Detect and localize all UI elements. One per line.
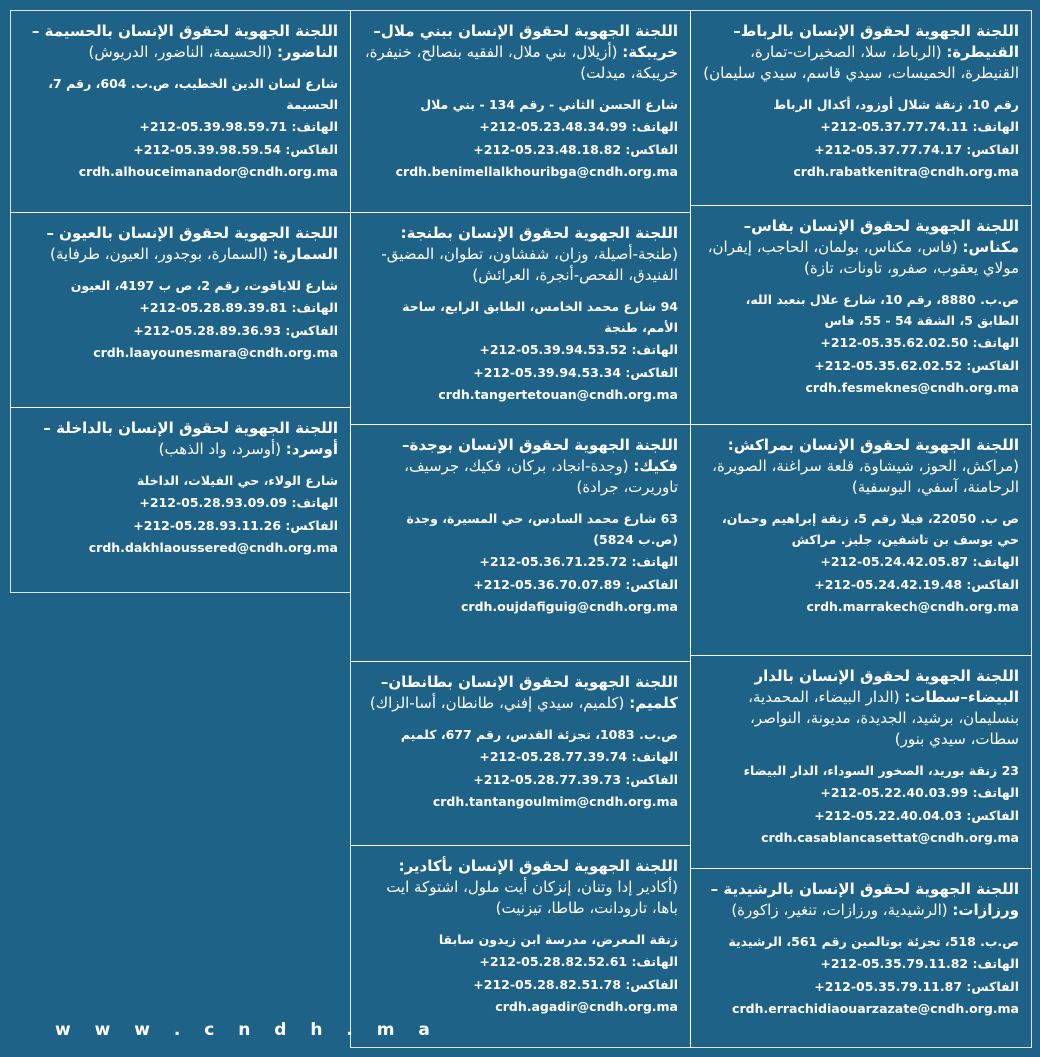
phone-label: الهاتف: xyxy=(631,954,678,969)
email-link[interactable]: crdh.tantangoulmim@cndh.org.ma xyxy=(432,794,678,809)
office-address: ص.ب. 518، تجزئة بوتالمين رقم 561، الرشيدية xyxy=(728,934,1019,949)
office-address: ص ب. 22050، فيلا رقم 5، زنقة إبراهيم وحمان، حي يوسف بن تاشفين، جليز. مراكش xyxy=(722,511,1019,547)
office-card xyxy=(350,424,691,662)
phone-number: +212-05.22.40.03.99 xyxy=(820,785,969,800)
phone-label: الهاتف: xyxy=(972,554,1019,569)
fax-number: +212-05.28.89.36.93 xyxy=(133,323,282,338)
fax-label: الفاكس: xyxy=(625,772,678,787)
office-card xyxy=(350,845,691,1048)
office-region: (وجدة-انجاد، بركان، فكيك، جرسيف، تاوريرت، جرادة) xyxy=(404,457,678,496)
office-name: اللجنة الجهوية لحقوق الإنسان بوجدة–فكيك: xyxy=(402,436,678,475)
email-link[interactable]: crdh.laayounesmara@cndh.org.ma xyxy=(93,345,338,360)
office-card xyxy=(10,10,351,213)
email-link[interactable]: crdh.alhouceimanador@cndh.org.ma xyxy=(78,164,338,179)
email-link[interactable]: crdh.dakhlaoussered@cndh.org.ma xyxy=(88,540,338,555)
fax-number: +212-05.36.70.07.89 xyxy=(473,577,622,592)
office-name: اللجنة الجهوية لحقوق الإنسان ببني ملال–خريبكة: xyxy=(373,22,678,61)
office-name: اللجنة الجهوية لحقوق الإنسان بمراكش: xyxy=(727,436,1019,454)
office-region: (مراكش، الحوز، شيشاوة، قلعة سراغنة، الصويرة، الرحامنة، آسفي، اليوسفية) xyxy=(712,457,1019,496)
fax-label: الفاكس: xyxy=(966,142,1019,157)
fax-number: +212-05.37.77.74.17 xyxy=(814,142,963,157)
office-card xyxy=(10,212,351,408)
office-region: (السمارة، بوجدور، العيون، طرفاية) xyxy=(50,245,268,263)
office-name: اللجنة الجهوية لحقوق الإنسان بأكادير: xyxy=(398,857,678,875)
email-link[interactable]: crdh.rabatkenitra@cndh.org.ma xyxy=(793,164,1019,179)
phone-number: +212-05.35.79.11.82 xyxy=(820,956,969,971)
phone-number: +212-05.28.82.52.61 xyxy=(479,954,628,969)
phone-label: الهاتف: xyxy=(291,495,338,510)
phone-number: +212-05.28.89.39.81 xyxy=(139,300,288,315)
fax-number: +212-05.22.40.04.03 xyxy=(814,808,963,823)
fax-label: الفاكس: xyxy=(285,142,338,157)
office-name: اللجنة الجهوية لحقوق الإنسان بالعيون – السمارة: xyxy=(46,224,338,263)
email-link[interactable]: crdh.benimellalkhouribga@cndh.org.ma xyxy=(395,164,678,179)
email-link[interactable]: crdh.fesmeknes@cndh.org.ma xyxy=(805,380,1019,395)
fax-number: +212-05.28.93.11.26 xyxy=(133,518,282,533)
phone-label: الهاتف: xyxy=(972,119,1019,134)
phone-number: +212-05.39.94.53.52 xyxy=(479,342,628,357)
email-link[interactable]: crdh.tangertetouan@cndh.org.ma xyxy=(438,387,678,402)
office-address: 63 شارع محمد السادس، حي المسيرة، وجدة (ص.ب 5824) xyxy=(406,511,678,547)
fax-label: الفاكس: xyxy=(966,979,1019,994)
office-address: 23 زنقة بوريد، الصخور السوداء، الدار البيضاء xyxy=(743,763,1019,778)
fax-number: +212-05.24.42.19.48 xyxy=(814,577,963,592)
office-name: اللجنة الجهوية لحقوق الإنسان بالرباط–القنيطرة: xyxy=(733,22,1019,61)
fax-label: الفاكس: xyxy=(625,142,678,157)
office-region: (طنجة-أصيلة، وزان، شفشاون، تطوان، المضيق-الفنيدق، الفحص-أنجرة، العرائش) xyxy=(381,245,678,284)
fax-number: +212-05.35.79.11.87 xyxy=(814,979,963,994)
office-region: (الرباط، سلا، الصخيرات-تمارة، القنيطرة، الخميسات، سيدي قاسم، سيدي سليمان) xyxy=(703,43,1019,82)
phone-number: +212-05.35.62.02.50 xyxy=(820,335,969,350)
phone-label: الهاتف: xyxy=(291,300,338,315)
office-name: اللجنة الجهوية لحقوق الإنسان بالحسيمة – الناضور: xyxy=(31,22,338,61)
office-card xyxy=(690,424,1032,656)
email-link[interactable]: crdh.errachidiaouarzazate@cndh.org.ma xyxy=(732,1001,1019,1016)
website-url[interactable]: w w w . c n d h . m a xyxy=(55,1020,439,1040)
email-link[interactable]: crdh.agadir@cndh.org.ma xyxy=(495,999,678,1014)
fax-number: +212-05.39.98.59.54 xyxy=(133,142,282,157)
fax-number: +212-05.28.77.39.73 xyxy=(473,772,622,787)
office-name: اللجنة الجهوية لحقوق الإنسان بفاس–مكناس: xyxy=(743,217,1019,256)
office-address: ص.ب. 8880، رقم 10، شارع علال بنعبد الله، الطابق 5، الشقة 54 - 55، فاس xyxy=(745,292,1019,328)
fax-number: +212-05.23.48.18.82 xyxy=(473,142,622,157)
phone-label: الهاتف: xyxy=(631,749,678,764)
fax-label: الفاكس: xyxy=(966,358,1019,373)
fax-label: الفاكس: xyxy=(285,518,338,533)
office-name: اللجنة الجهوية لحقوق الإنسان بالدار البيضاء–سطات: xyxy=(754,667,1019,706)
fax-label: الفاكس: xyxy=(625,365,678,380)
office-address: رقم 10، زنقة شلال أوزود، أكدال الرباط xyxy=(773,97,1019,112)
phone-label: الهاتف: xyxy=(631,119,678,134)
office-name: اللجنة الجهوية لحقوق الإنسان بالرشيدية –ورزازات: xyxy=(710,880,1019,919)
fax-number: +212-05.35.62.02.52 xyxy=(814,358,963,373)
office-card xyxy=(690,10,1032,206)
office-region: (فاس، مكناس، بولمان، الحاجب، إيفران، مولاي يعقوب، صفرو، تاونات، تازة) xyxy=(707,238,1019,277)
office-card xyxy=(350,661,691,846)
office-address: شارع للاياقوت، رقم 2، ص ب 4197، العيون xyxy=(70,278,338,293)
fax-number: +212-05.28.82.51.78 xyxy=(473,977,622,992)
fax-label: الفاكس: xyxy=(625,977,678,992)
office-card xyxy=(690,655,1032,869)
phone-number: +212-05.24.42.05.87 xyxy=(820,554,969,569)
office-region: (أكادير إدا وتنان، إنزكان أيت ملول، اشتوكة ايت باها، تارودانت، طاطا، تيزنيت) xyxy=(386,878,678,917)
fax-label: الفاكس: xyxy=(966,808,1019,823)
fax-label: الفاكس: xyxy=(966,577,1019,592)
fax-label: الفاكس: xyxy=(625,577,678,592)
phone-label: الهاتف: xyxy=(631,554,678,569)
office-address: شارع الحسن الثاني - رقم 134 - بني ملال xyxy=(420,97,678,112)
phone-number: +212-05.28.93.09.09 xyxy=(139,495,288,510)
phone-number: +212-05.23.48.34.99 xyxy=(479,119,628,134)
phone-label: الهاتف: xyxy=(972,785,1019,800)
office-region: (الدار البيضاء، المحمدية، بنسليمان، برشيد، الجديدة، مديونة، النواصر، سطات، سيدي بنور) xyxy=(748,688,1019,748)
phone-number: +212-05.36.71.25.72 xyxy=(479,554,628,569)
phone-number: +212-05.37.77.74.11 xyxy=(820,119,969,134)
office-address: شارع لسان الدين الخطيب، ص.ب. 604، رقم 7، الحسيمة xyxy=(48,76,338,112)
office-card xyxy=(350,212,691,425)
fax-label: الفاكس: xyxy=(285,323,338,338)
office-region: (كلميم، سيدي إفني، طانطان، أسا-الزاك) xyxy=(369,694,625,712)
email-link[interactable]: crdh.oujdafiguig@cndh.org.ma xyxy=(461,599,678,614)
office-card xyxy=(690,205,1032,425)
office-region: (أوسرد، واد الذهب) xyxy=(158,440,281,458)
fax-number: +212-05.39.94.53.34 xyxy=(473,365,622,380)
office-region: (أزيلال، بني ملال، الفقيه بنصالح، خنيفرة، خريبكة، ميدلت) xyxy=(364,43,678,82)
phone-number: +212-05.39.98.59.71 xyxy=(139,119,288,134)
phone-label: الهاتف: xyxy=(631,342,678,357)
office-region: (الحسيمة، الناضور، الدريوش) xyxy=(88,43,273,61)
office-address: شارع الولاء، حي الفيلات، الداخلة xyxy=(136,473,338,488)
office-region: (الرشيدية، ورزازات، تنغير، زاكورة) xyxy=(731,901,948,919)
office-address: 94 شارع محمد الخامس، الطابق الرابع، ساحة الأمم، طنجة xyxy=(402,299,678,335)
email-link[interactable]: crdh.marrakech@cndh.org.ma xyxy=(806,599,1019,614)
email-link[interactable]: crdh.casablancasettat@cndh.org.ma xyxy=(761,830,1019,845)
office-card xyxy=(10,407,351,593)
phone-label: الهاتف: xyxy=(972,335,1019,350)
phone-label: الهاتف: xyxy=(972,956,1019,971)
office-address: زنقة المعرض، مدرسة ابن زيدون سابقا xyxy=(438,932,678,947)
office-address: ص.ب. 1083، تجزئة القدس، رقم 677، كلميم xyxy=(400,727,678,742)
office-name: اللجنة الجهوية لحقوق الإنسان بطنجة: xyxy=(400,224,678,242)
phone-label: الهاتف: xyxy=(291,119,338,134)
phone-number: +212-05.28.77.39.74 xyxy=(479,749,628,764)
office-name: اللجنة الجهوية لحقوق الإنسان بطانطان–كلميم: xyxy=(380,673,678,712)
office-name: اللجنة الجهوية لحقوق الإنسان بالداخلة – أوسرد: xyxy=(43,419,338,458)
office-card xyxy=(690,868,1032,1048)
office-card xyxy=(350,10,691,213)
